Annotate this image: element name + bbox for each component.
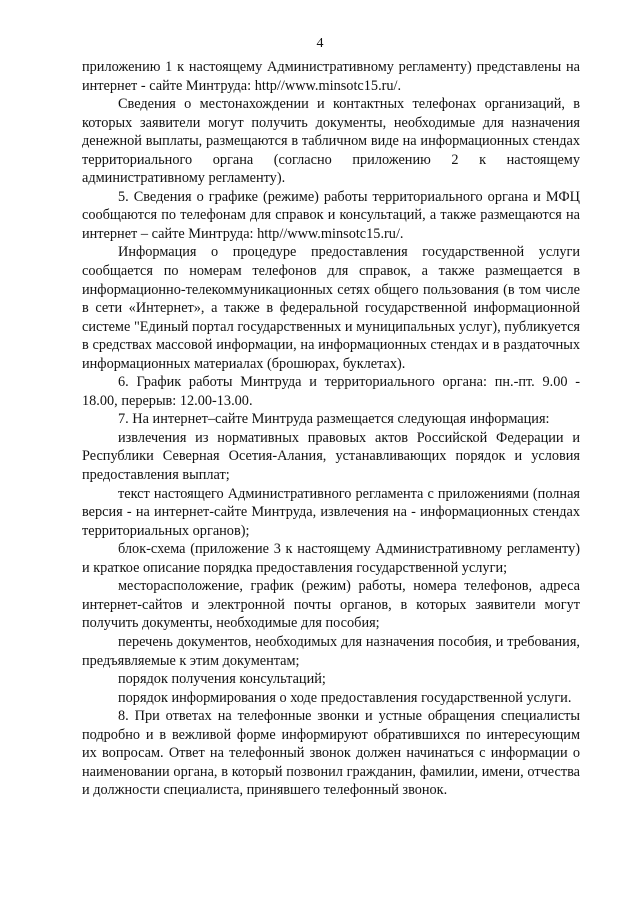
- paragraph-continuation: приложению 1 к настоящему Административному регламенту) представлены на интернет - сайте Минтруда: http//www.minsotc15.ru/.: [82, 59, 580, 94]
- paragraph-organizations-info: Сведения о местонахождении и контактных телефонах организаций, в которых заявители могут получить документы, необходимые для назначения денежной выплаты, размещаются в табличном виде на информационных стендах территориального органа (согласно приложению 2 к настоящему административному регламенту).: [82, 96, 580, 187]
- paragraph-list-extracts: извлечения из нормативных правовых актов Российской Федерации и Республики Северная Осетия-Алания, устанавливающих порядок и условия предоставления выплат;: [82, 429, 580, 484]
- paragraph-list-regulation-text: текст настоящего Административного регламента с приложениями (полная версия - на интернет-сайте Минтруда, извлечения на - информационных стендах территориальных органов);: [82, 485, 580, 539]
- paragraph-list-flowchart: блок-схема (приложение 3 к настоящему Административному регламенту) и краткое описание порядка предоставления государственной услуги;: [82, 541, 580, 576]
- paragraph-item-7: 7. На интернет–сайте Минтруда размещается следующая информация:: [118, 411, 550, 428]
- paragraph-item-6: 6. График работы Минтруда и территориального органа: пн.-пт. 9.00 - 18.00, перерыв: 12.00-13.00.: [82, 374, 580, 409]
- paragraph-list-informing: порядок информирования о ходе предоставления государственной услуги.: [118, 689, 572, 706]
- paragraph-list-documents: перечень документов, необходимых для назначения пособия, и требования, предъявляемые к этим документам;: [82, 633, 580, 669]
- body-text: [82, 58, 580, 800]
- paragraph-list-consultations: порядок получения консультаций;: [118, 671, 326, 688]
- paragraph-procedure-info: Информация о процедуре предоставления государственной услуги сообщается по номерам телефонов для справок, а также размещается в информационно-телекоммуникационных сетях общего пользования (в том числе в сети «Интернет», а также в федеральной государственной информационной системе "Единый портал государственных и муниципальных услуг), публикуется в средствах массовой информации, на информационных стендах и в раздаточных информационных материалах (брошюрах, буклетах).: [82, 244, 580, 372]
- paragraph-item-5: 5. Сведения о графике (режиме) работы территориального органа и МФЦ сообщаются по телефонам для справок и консультаций, а также размещаются на интернет – сайте Минтруда: http//www.minsotc15.ru/.: [82, 188, 580, 242]
- page-number: 4: [316, 36, 324, 51]
- paragraph-item-8: 8. При ответах на телефонные звонки и устные обращения специалисты подробно и в вежливой форме информируют обратившихся по интересующим их вопросам. Ответ на телефонный звонок должен начинаться с информации о наименовании органа, в который позвонил гражданин, фамилии, имени, отчества и должности специалиста, принявшего телефонный звонок.: [82, 708, 580, 799]
- paragraph-list-locations: месторасположение, график (режим) работы, номера телефонов, адреса интернет-сайтов и электронной почты органов, в которых заявители могут получить документы, необходимые для пособия;: [82, 578, 580, 632]
